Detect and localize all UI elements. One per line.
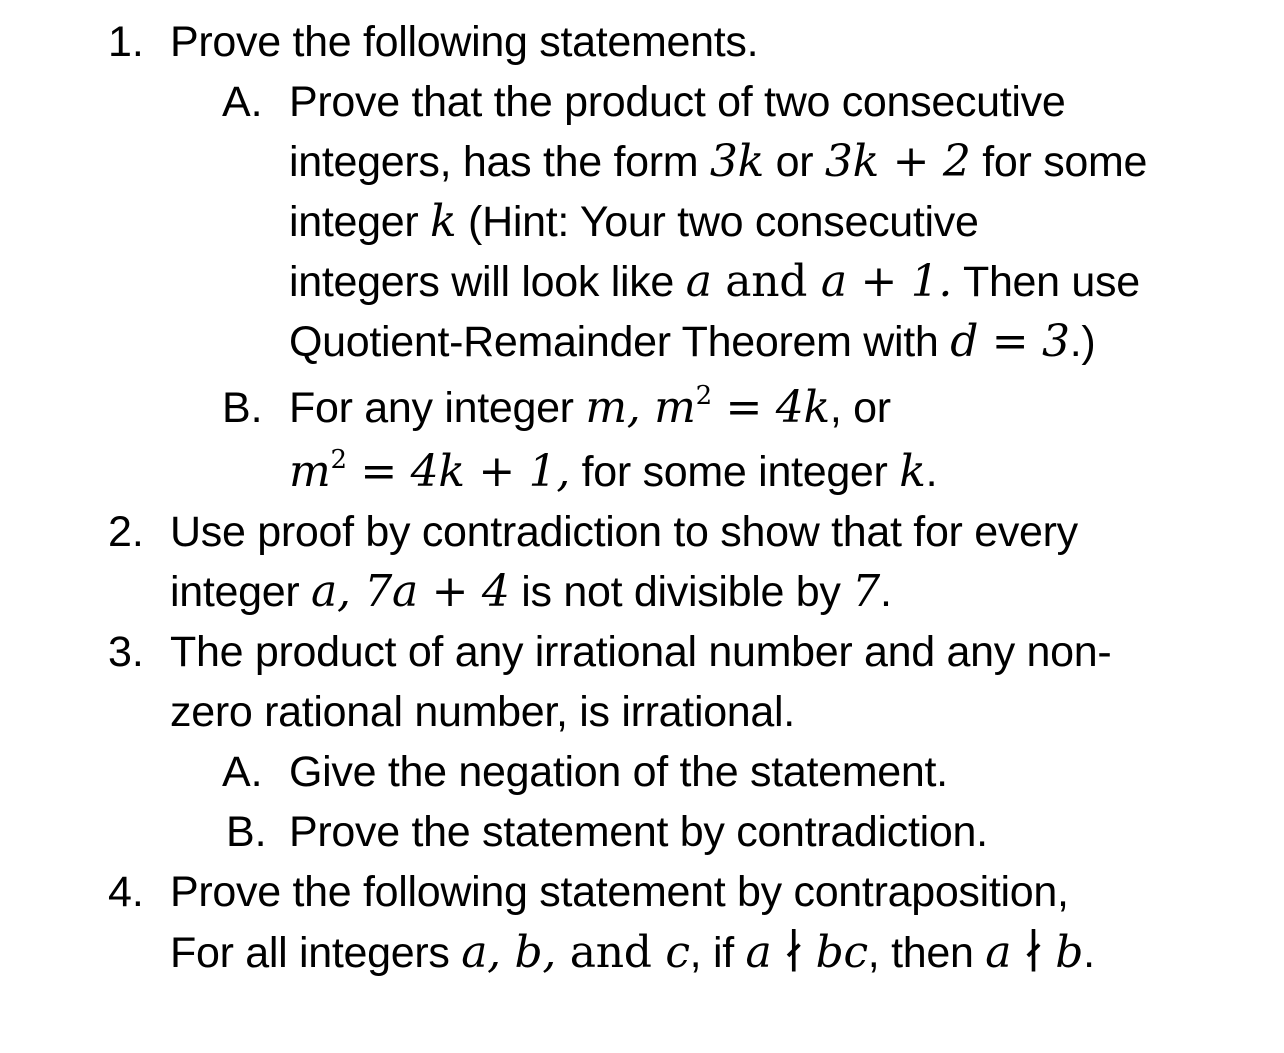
item-text: For all integers a, b, and c, if a ∤ bc, then a ∤ b. xyxy=(170,926,1095,978)
math-expression: a, b, xyxy=(461,927,557,978)
math-expression: d = 3 xyxy=(950,316,1070,367)
subitem-letter: A. xyxy=(222,748,263,796)
subitem-text: Prove that the product of two consecutive xyxy=(289,78,1066,126)
math-expression: c xyxy=(665,927,690,978)
subitem-letter: A. xyxy=(222,78,263,126)
subitem-text: integers, has the form 3k or 3k + 2 for some xyxy=(289,136,1148,187)
subitem-text: $m^2 = 4k + 1$, for some integer k. xyxy=(289,445,938,497)
math-expression: $m^2 = 4k + 1$, xyxy=(289,445,571,497)
item-number: 2. xyxy=(108,508,144,556)
math-expression: bc xyxy=(815,927,868,978)
math-expression: 3k + 2 xyxy=(824,136,971,187)
item-text: Prove the following statement by contraposition, xyxy=(170,868,1069,916)
math-expression: m, $m^2 = 4k$ xyxy=(585,381,830,433)
subitem-text: Prove the statement by contradiction. xyxy=(289,808,988,856)
item-text: Use proof by contradiction to show that for every xyxy=(170,508,1078,556)
math-expression: a xyxy=(745,927,772,978)
math-expression: 7 xyxy=(852,566,880,617)
item-text: integer a, 7a + 4 is not divisible by 7. xyxy=(170,566,892,617)
subitem-text: integers will look like a and a + 1. Then use xyxy=(289,256,1140,307)
not-divides-symbol: ∤ xyxy=(771,926,816,977)
subitem-letter: B. xyxy=(222,384,263,432)
math-expression: 3k xyxy=(709,136,764,187)
math-expression: b xyxy=(1055,927,1084,978)
item-text: The product of any irrational number and any non- xyxy=(170,628,1112,676)
math-expression: a, 7a + 4 xyxy=(311,566,510,617)
subitem-text: Give the negation of the statement. xyxy=(289,748,948,796)
item-number: 4. xyxy=(108,868,144,916)
subitem-letter: B. xyxy=(226,808,267,856)
subitem-text: For any integer m, $m^2 = 4k$, or xyxy=(289,381,891,433)
item-text: zero rational number, is irrational. xyxy=(170,688,795,736)
item-text: Prove the following statements. xyxy=(170,18,759,66)
not-divides-symbol: ∤ xyxy=(1011,926,1056,977)
item-number: 3. xyxy=(108,628,144,676)
math-expression: a xyxy=(985,927,1012,978)
math-expression: k xyxy=(899,446,926,497)
subitem-text: integer k (Hint: Your two consecutive xyxy=(289,196,979,247)
subitem-text: Quotient-Remainder Theorem with d = 3.) xyxy=(289,316,1096,367)
math-expression: k xyxy=(430,196,457,247)
math-expression: a xyxy=(685,256,712,307)
math-expression: a + 1. xyxy=(820,256,953,307)
item-number: 1. xyxy=(108,18,144,66)
